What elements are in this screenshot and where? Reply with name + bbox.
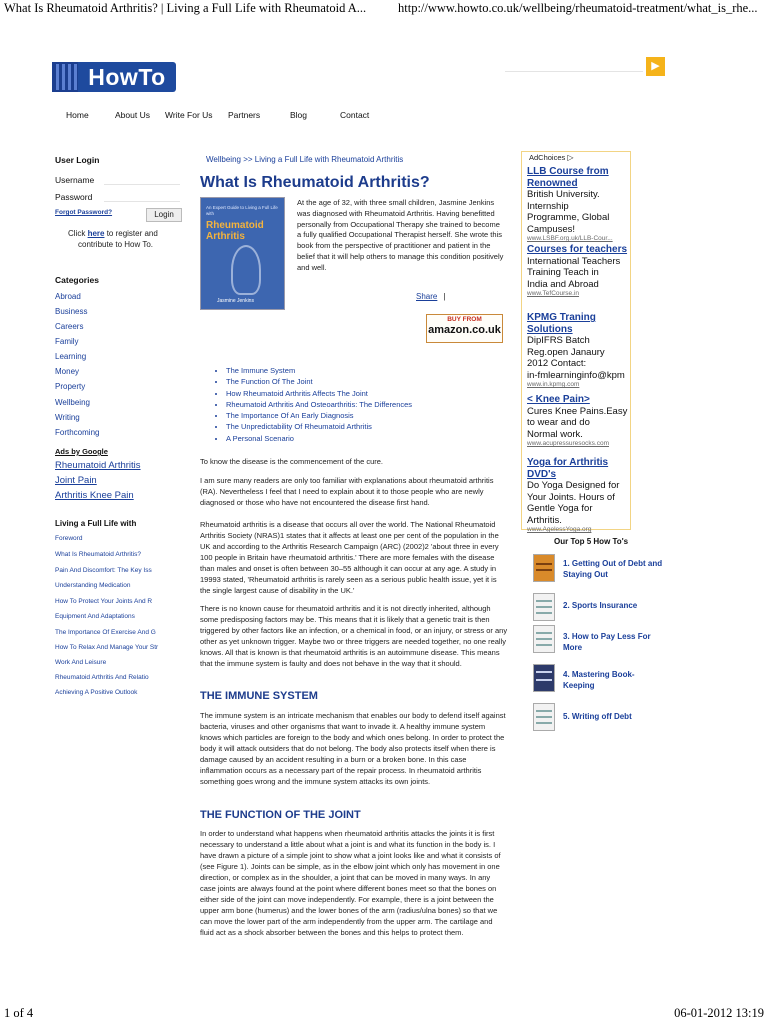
- nav-home[interactable]: Home: [66, 110, 89, 120]
- chapter-link-protect-joints[interactable]: How To Protect Your Joints And R: [55, 598, 153, 605]
- ad-text: British University. Internship Programme, Global Campuses!: [527, 189, 610, 235]
- book-thumbnail[interactable]: [533, 593, 555, 621]
- category-money[interactable]: Money: [55, 367, 80, 376]
- ad-text: Cures Knee Pains.Easy to wear and do Normal work.: [527, 405, 628, 440]
- share-control: [416, 292, 446, 301]
- article-paragraph: There is no known cause for rheumatoid arthritis and it is not directly inherited, although some predisposing factors may be. This means that it is likely that a genetic trait is then triggered by other factors like an infection, or a chemical in food, or an injury, or stress or any other as yet unknown trigger. Maybe two or three triggers are needed together, no one really knows. All that is known is that rheumatoid arthritis is an autoimmune disease. This means that the immune system is faulty and does not behave in the way that it should.: [200, 604, 508, 668]
- adchoices-label[interactable]: AdChoices ▷: [529, 153, 574, 162]
- cover-tagline: An Expert Guide to Living a Full Life with: [206, 205, 278, 216]
- article-paragraph: I am sure many readers are only too familiar with explanations about rheumatoid arthritis (RA). Nevertheless I feel that I need to explain about it to those people who are newly diagnosed or those who have not encountered the disease first hand.: [200, 476, 494, 507]
- password-field[interactable]: [104, 201, 180, 202]
- category-learning[interactable]: Learning: [55, 352, 87, 361]
- books-icon: [52, 62, 80, 92]
- category-business[interactable]: Business: [55, 307, 88, 316]
- ad-unit[interactable]: [527, 457, 631, 533]
- category-writing[interactable]: Writing: [55, 413, 80, 422]
- amazon-logo: amazon.co.uk: [428, 324, 501, 336]
- ad-title[interactable]: LLB Course from Renowned: [527, 166, 609, 189]
- search-button[interactable]: [646, 57, 665, 76]
- ad-unit[interactable]: [527, 394, 631, 447]
- top5-link[interactable]: 2. Sports Insurance: [563, 601, 638, 610]
- ad-url[interactable]: www.AgelessYoga.org: [527, 526, 592, 533]
- book-cover-image[interactable]: [200, 197, 285, 310]
- toc-item[interactable]: • The Importance Of An Early Diagnosis: [226, 410, 526, 421]
- login-heading: User Login: [55, 155, 100, 165]
- categories-heading: Categories: [55, 275, 99, 285]
- article-paragraph: In order to understand what happens when rheumatoid arthritis attacks the joints it is first necessary to understand a little about what a joint is and what its function in the body is. I have drawn a picture of a simple joint to show what a joint looks like and what it consists of (see Figure 1). Joints can be simple, as in the elbow joint which only has movement in one direction, or complex as in the shoulder, a joint that can be moved in many ways. In any case joints are always found at the point where different bones meet so that the bones on either side of the joint can move independently. For example, there is a joint between the upper arm bone (humerus) and the lower bones of the arm (radius/ulna bones) so that we can move the lower part of the arm independently from the upper arm. The cartilage and fluid act as a shock absorber between the bones and this helps to protect them.: [200, 829, 501, 937]
- ad-url[interactable]: www.in.kpmg.com: [527, 381, 580, 388]
- article-toc: [216, 365, 526, 444]
- category-wellbeing[interactable]: Wellbeing: [55, 398, 90, 407]
- print-url: http://www.howto.co.uk/wellbeing/rheumatoid-treatment/what_is_rhe...: [398, 1, 758, 15]
- article-paragraph: The immune system is an intricate mechanism that enables our body to defend itself against bacteria, viruses and other organisms that want to invade it. A healthy immune system knows which particles are foreign to the body and which ones belong. In order to protect the body it will attack outsiders that do not belong. The body also protects itself when there is damage caused by an accident resulting in a burn or a broken bone. In this case inflammation occurs as a necessary part of the repair process. In rheumatoid arthritis something goes wrong and the immune system attacks its own joints.: [200, 711, 506, 786]
- nav-partners[interactable]: Partners: [228, 110, 261, 120]
- figure-illustration: [231, 245, 261, 295]
- ad-unit[interactable]: [527, 312, 631, 388]
- book-nav-heading: Living a Full Life with: [55, 519, 137, 528]
- register-text: Click here to register and contribute to How To.: [68, 229, 158, 249]
- toc-item[interactable]: • A Personal Scenario: [226, 433, 526, 444]
- register-link[interactable]: here: [87, 229, 105, 238]
- top5-link[interactable]: 3. How to Pay Less For More: [563, 632, 651, 652]
- category-careers[interactable]: Careers: [55, 322, 84, 331]
- ads-by-google-heading[interactable]: Ads by Google: [55, 447, 108, 456]
- book-thumbnail[interactable]: [533, 703, 555, 731]
- search-input[interactable]: [505, 71, 643, 72]
- cover-author: Jasmine Jenkins: [217, 298, 254, 304]
- ad-text: Do Yoga Designed for Your Joints. Hours of Gentle Yoga for Arthritis.: [527, 480, 620, 526]
- nav-write-for-us[interactable]: Write For Us: [165, 110, 213, 120]
- chapter-link-outlook[interactable]: Achieving A Positive Outlook: [55, 689, 138, 696]
- buy-from-amazon-button[interactable]: [426, 314, 503, 343]
- heading-function-of-joint: THE FUNCTION OF THE JOINT: [200, 809, 361, 821]
- chapter-link-equipment[interactable]: Equipment And Adaptations: [55, 613, 135, 620]
- nav-blog[interactable]: Blog: [290, 110, 308, 120]
- ad-url[interactable]: www.LSBF.org.uk/LLB-Cour...: [527, 235, 613, 242]
- category-forthcoming[interactable]: Forthcoming: [55, 428, 100, 437]
- top5-link[interactable]: 5. Writing off Debt: [563, 712, 632, 721]
- book-thumbnail[interactable]: [533, 664, 555, 692]
- arrow-right-icon: ▶: [651, 60, 660, 72]
- username-label: Username: [55, 175, 95, 185]
- ad-link-arthritis-knee-pain[interactable]: Arthritis Knee Pain: [55, 490, 134, 500]
- print-date: 06-01-2012 13:19: [674, 1006, 764, 1020]
- chapter-link-relax[interactable]: How To Relax And Manage Your Str: [55, 644, 159, 651]
- toc-item[interactable]: • How Rheumatoid Arthritis Affects The Joint: [226, 388, 526, 399]
- ad-url[interactable]: www.TefCourse.in: [527, 290, 580, 297]
- adchoices-icon: ▷: [567, 153, 574, 162]
- top5-link[interactable]: 1. Getting Out of Debt and Staying Out: [563, 559, 663, 579]
- nav-contact[interactable]: Contact: [340, 110, 370, 120]
- category-property[interactable]: Property: [55, 382, 86, 391]
- category-abroad[interactable]: Abroad: [55, 292, 81, 301]
- chapter-link-relationships[interactable]: Rheumatoid Arthritis And Relatio: [55, 674, 149, 681]
- login-button[interactable]: Login: [146, 208, 182, 222]
- logo-text: HowTo: [78, 62, 176, 92]
- ad-title[interactable]: Yoga for Arthritis DVD's: [527, 457, 609, 480]
- page-title: What Is Rheumatoid Arthritis?: [200, 174, 430, 191]
- ad-link-joint-pain[interactable]: Joint Pain: [55, 475, 97, 486]
- chapter-link-exercise[interactable]: The Importance Of Exercise And G: [55, 629, 156, 636]
- ad-title[interactable]: Courses for teachers: [527, 244, 628, 255]
- share-link[interactable]: Share: [416, 292, 438, 301]
- chapter-link-work[interactable]: Work And Leisure: [55, 659, 107, 666]
- print-page-title: What Is Rheumatoid Arthritis? | Living a Full Life with Rheumatoid A...: [4, 1, 367, 15]
- username-field[interactable]: [104, 184, 180, 185]
- cover-title: Rheumatoid Arthritis: [206, 220, 264, 242]
- ad-url[interactable]: www.acupressuresocks.com: [527, 440, 609, 447]
- chapter-link-what-is-ra[interactable]: What Is Rheumatoid Arthritis?: [55, 551, 141, 558]
- ad-text: DipIFRS Batch Reg.open Janaury 2012 Contact: in-fmlearninginfo@kpm: [527, 335, 625, 381]
- category-family[interactable]: Family: [55, 337, 79, 346]
- buy-from-label: BUY FROM: [447, 316, 482, 323]
- password-label: Password: [55, 192, 93, 202]
- ad-title[interactable]: < Knee Pain>: [527, 394, 590, 405]
- breadcrumb[interactable]: Wellbeing >> Living a Full Life with Rheumatoid Arthritis: [206, 155, 404, 164]
- ad-text: International Teachers Training Teach in India and Abroad: [527, 255, 621, 290]
- chapter-link-pain[interactable]: Pain And Discomfort: The Key Iss: [55, 567, 152, 574]
- top5-link[interactable]: 4. Mastering Book-Keeping: [563, 670, 635, 690]
- share-separator: |: [443, 292, 446, 301]
- toc-item[interactable]: • The Function Of The Joint: [226, 376, 526, 387]
- chapter-link-medication[interactable]: Understanding Medication: [55, 582, 131, 589]
- ad-unit[interactable]: [527, 166, 631, 242]
- toc-item[interactable]: • Rheumatoid Arthritis And Osteoarthritis: The Differences: [226, 399, 526, 410]
- ad-unit[interactable]: [527, 244, 631, 297]
- article-quote: To know the disease is the commencement of the cure.: [200, 457, 384, 466]
- print-page-counter: 1 of 4: [4, 1006, 34, 1020]
- toc-item[interactable]: • The Unpredictability Of Rheumatoid Arthritis: [226, 421, 526, 432]
- heading-immune-system: THE IMMUNE SYSTEM: [200, 690, 318, 702]
- nav-about-us[interactable]: About Us: [115, 110, 150, 120]
- book-thumbnail[interactable]: [533, 554, 555, 582]
- chapter-link-foreword[interactable]: Foreword: [55, 535, 83, 542]
- toc-item[interactable]: • The Immune System: [226, 365, 526, 376]
- article-paragraph: Rheumatoid arthritis is a disease that occurs all over the world. The National Rheumatoid Arthritis Society (NRAS)1 states that it affects at least one per cent of the population in the UK and according to the Arthritis Research Campaign (ARC) (2002)2 'about three in every 100 people in Britain have rheumatoid arthritis.' There are more females with the disease than males and onset is often between 30–55 although it can occur at any age. A study in 19993 stated, 'Rheumatoid arthritis is rarely seen as a serious public health issue, yet it is the single largest cause of disability in the UK.': [200, 520, 499, 595]
- ad-link-rheumatoid-arthritis[interactable]: Rheumatoid Arthritis: [55, 460, 141, 471]
- top5-heading: Our Top 5 How To's: [554, 537, 629, 546]
- howto-logo[interactable]: [52, 62, 176, 92]
- ad-title[interactable]: KPMG Traning Solutions: [527, 312, 596, 335]
- book-intro: At the age of 32, with three small children, Jasmine Jenkins was diagnosed with Rheumatoid Arthritis. Having benefitted personally from Occupational Therapy she trained to become a fully qualified Occupational Therapist herself. She wrote this book from the perspective of practitioner and patient in the belief that it will help others to manage this condition positively and well.: [297, 198, 504, 272]
- book-thumbnail[interactable]: [533, 625, 555, 653]
- forgot-password-link[interactable]: Forgot Password?: [55, 209, 113, 216]
